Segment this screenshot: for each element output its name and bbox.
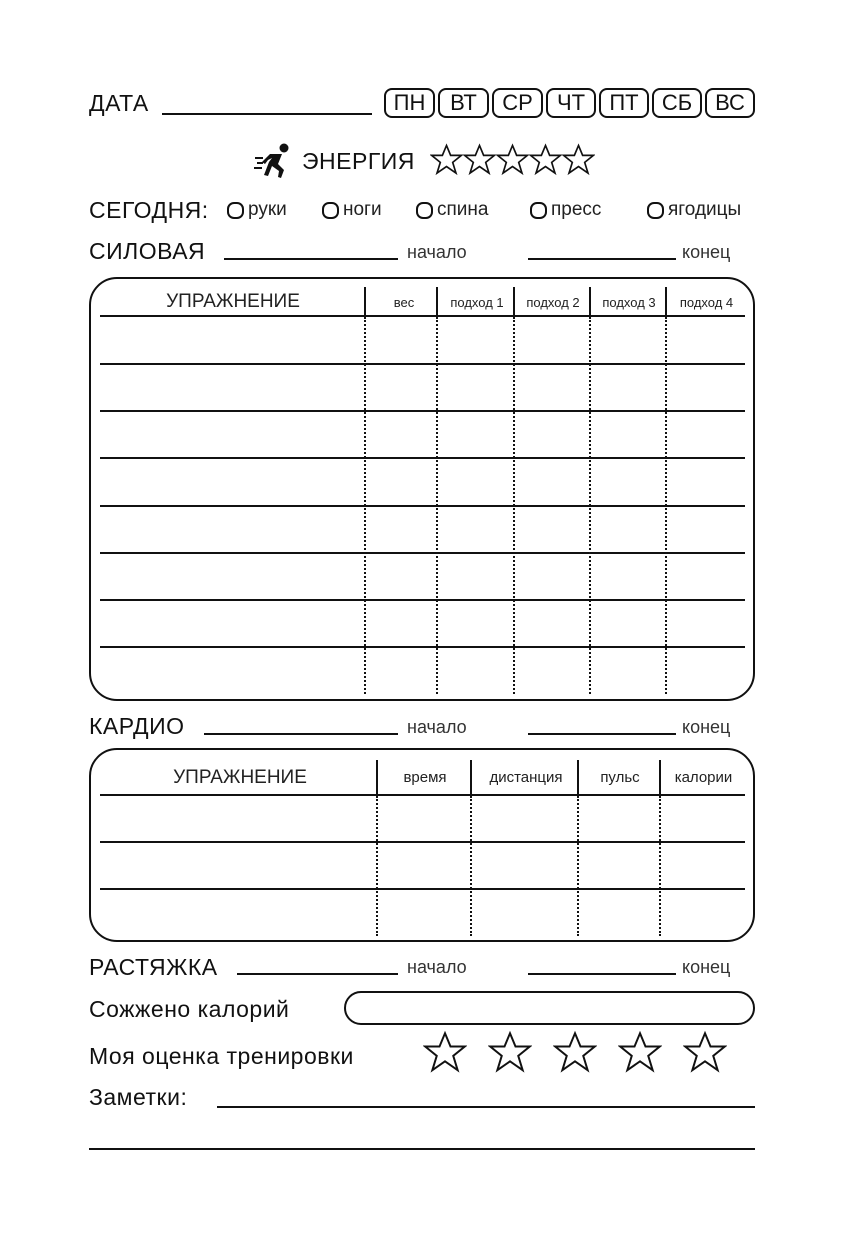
today-option-arms[interactable]	[227, 199, 287, 221]
header-rule	[100, 794, 745, 796]
column-divider	[364, 317, 366, 694]
cardio-title: КАРДИО	[89, 713, 185, 739]
today-option-abs[interactable]	[530, 199, 601, 221]
today-option-glutes[interactable]	[647, 199, 741, 221]
cardio-name-line[interactable]	[204, 733, 398, 735]
stretching-start-line[interactable]	[528, 973, 676, 975]
rating-label: Моя оценка тренировки	[89, 1043, 354, 1069]
header-rule	[100, 315, 745, 317]
strength-name-line[interactable]	[224, 258, 398, 260]
energy-star-icon[interactable]	[562, 143, 595, 176]
energy-star-icon[interactable]	[430, 143, 463, 176]
row-rule	[100, 363, 745, 365]
column-divider	[470, 796, 472, 936]
header-separator	[577, 760, 579, 794]
checkbox-icon[interactable]	[416, 202, 433, 219]
header-separator	[364, 287, 366, 315]
row-rule	[100, 646, 745, 648]
header-separator	[665, 287, 667, 315]
checkbox-icon[interactable]	[322, 202, 339, 219]
strength-start-label: начало	[407, 242, 467, 262]
calories-label: Сожжено калорий	[89, 996, 290, 1022]
strength-title: СИЛОВАЯ	[89, 238, 206, 264]
option-label: пресс	[551, 199, 602, 220]
cardio-start-label: начало	[407, 717, 467, 737]
row-rule	[100, 457, 745, 459]
stretching-end-label: конец	[682, 957, 731, 977]
day-wed[interactable]: СР	[492, 88, 543, 118]
column-divider	[659, 796, 661, 936]
rating-star-icon[interactable]	[683, 1030, 727, 1074]
header-separator	[513, 287, 515, 315]
notes-label: Заметки:	[89, 1084, 188, 1110]
row-rule	[100, 410, 745, 412]
cardio-end-label: конец	[682, 717, 731, 737]
energy-star-icon[interactable]	[529, 143, 562, 176]
column-header: вес	[393, 295, 415, 310]
column-header: калории	[674, 769, 733, 786]
column-divider	[665, 317, 667, 694]
day-sun[interactable]: ВС	[705, 88, 755, 118]
day-mon[interactable]: ПН	[384, 88, 435, 118]
option-label: спина	[437, 199, 489, 220]
cardio-table	[89, 748, 755, 942]
checkbox-icon[interactable]	[647, 202, 664, 219]
row-rule	[100, 841, 745, 843]
day-fri[interactable]: ПТ	[599, 88, 649, 118]
header-separator	[589, 287, 591, 315]
energy-star-icon[interactable]	[496, 143, 529, 176]
notes-line[interactable]	[89, 1148, 755, 1150]
column-divider	[589, 317, 591, 694]
column-header: подход 3	[602, 295, 656, 310]
header-separator	[470, 760, 472, 794]
day-sat[interactable]: СБ	[652, 88, 702, 118]
checkbox-icon[interactable]	[530, 202, 547, 219]
stretching-title: РАСТЯЖКА	[89, 954, 218, 980]
notes-line[interactable]	[217, 1106, 755, 1108]
stretching-start-label: начало	[407, 957, 467, 977]
strength-start-line[interactable]	[528, 258, 676, 260]
rating-star-icon[interactable]	[618, 1030, 662, 1074]
today-label: СЕГОДНЯ:	[89, 197, 209, 223]
energy-stars[interactable]	[430, 143, 595, 176]
column-header: подход 1	[450, 295, 504, 310]
column-header: дистанция	[489, 769, 563, 786]
header-separator	[376, 760, 378, 794]
row-rule	[100, 888, 745, 890]
header-separator	[436, 287, 438, 315]
row-rule	[100, 552, 745, 554]
column-divider	[513, 317, 515, 694]
option-label: руки	[248, 199, 287, 220]
rating-star-icon[interactable]	[423, 1030, 467, 1074]
checkbox-icon[interactable]	[227, 202, 244, 219]
date-input-line[interactable]	[162, 113, 372, 115]
today-option-back[interactable]	[416, 199, 488, 221]
column-header: подход 2	[526, 295, 580, 310]
strength-end-label: конец	[682, 242, 731, 262]
date-label: ДАТА	[89, 90, 149, 116]
rating-stars[interactable]	[423, 1030, 727, 1074]
column-header: УПРАЖНЕНИЕ	[173, 767, 307, 788]
row-rule	[100, 599, 745, 601]
energy-label: ЭНЕРГИЯ	[302, 148, 415, 174]
cardio-start-line[interactable]	[528, 733, 676, 735]
header-separator	[659, 760, 661, 794]
rating-star-icon[interactable]	[488, 1030, 532, 1074]
option-label: ягодицы	[668, 199, 742, 220]
column-divider	[436, 317, 438, 694]
calories-input[interactable]	[344, 991, 755, 1025]
column-header: пульс	[600, 769, 640, 786]
stretching-name-line[interactable]	[237, 973, 398, 975]
day-tue[interactable]: ВТ	[438, 88, 489, 118]
column-header: время	[403, 769, 447, 786]
today-option-legs[interactable]	[322, 199, 382, 221]
day-thu[interactable]: ЧТ	[546, 88, 596, 118]
column-divider	[376, 796, 378, 936]
column-header: УПРАЖНЕНИЕ	[166, 291, 300, 312]
column-divider	[577, 796, 579, 936]
option-label: ноги	[343, 199, 382, 220]
column-header: подход 4	[679, 295, 734, 310]
row-rule	[100, 505, 745, 507]
runner-icon	[254, 142, 294, 185]
rating-star-icon[interactable]	[553, 1030, 597, 1074]
energy-star-icon[interactable]	[463, 143, 496, 176]
strength-table	[89, 277, 755, 701]
